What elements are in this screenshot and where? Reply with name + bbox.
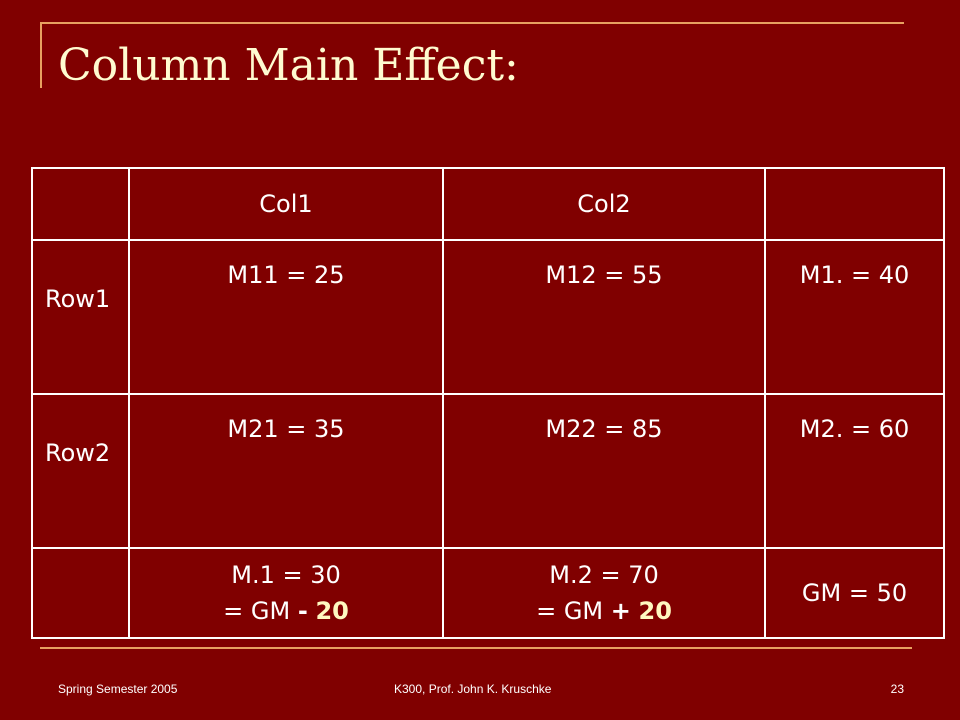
col1-effect-operator: - — [297, 597, 308, 625]
cell-m12: M12 = 55 — [443, 240, 765, 394]
page-number: 23 — [890, 682, 904, 696]
col2-mean-value: M.2 = 70 — [549, 561, 659, 589]
col2-effect-operator: + — [610, 597, 631, 625]
cell-row2-mean: M2. = 60 — [765, 394, 944, 548]
col2-gm-prefix: = GM — [536, 597, 604, 625]
header-empty-margin — [765, 168, 944, 240]
cell-m21: M21 = 35 — [129, 394, 443, 548]
col1-effect-number: 20 — [315, 597, 349, 625]
header-col2: Col2 — [443, 168, 765, 240]
col2-effect-number: 20 — [638, 597, 672, 625]
left-rule — [40, 22, 42, 88]
col1-gm-prefix: = GM — [223, 597, 291, 625]
cell-m11: M11 = 25 — [129, 240, 443, 394]
table-header-row — [32, 168, 944, 240]
footer-empty-cell — [32, 548, 129, 638]
col2-mean-effect — [444, 593, 764, 629]
bottom-rule — [40, 647, 912, 649]
table-footer-row — [32, 548, 944, 638]
col1-mean-value: M.1 = 30 — [231, 561, 341, 589]
cell-col2-mean — [443, 548, 765, 638]
header-empty-cell — [32, 168, 129, 240]
footer-semester: Spring Semester 2005 — [58, 682, 178, 696]
footer-course: K300, Prof. John K. Kruschke — [394, 682, 552, 696]
top-rule — [40, 22, 904, 24]
slide-title: Column Main Effect: — [58, 40, 519, 91]
table-row — [32, 394, 944, 548]
row-label-row2: Row2 — [32, 394, 129, 548]
cell-col1-mean — [129, 548, 443, 638]
cell-grand-mean: GM = 50 — [765, 548, 944, 638]
cell-row1-mean: M1. = 40 — [765, 240, 944, 394]
row-label-row1: Row1 — [32, 240, 129, 394]
header-col1: Col1 — [129, 168, 443, 240]
table-row — [32, 240, 944, 394]
col1-mean-effect — [130, 593, 442, 629]
means-table — [31, 167, 945, 639]
cell-m22: M22 = 85 — [443, 394, 765, 548]
